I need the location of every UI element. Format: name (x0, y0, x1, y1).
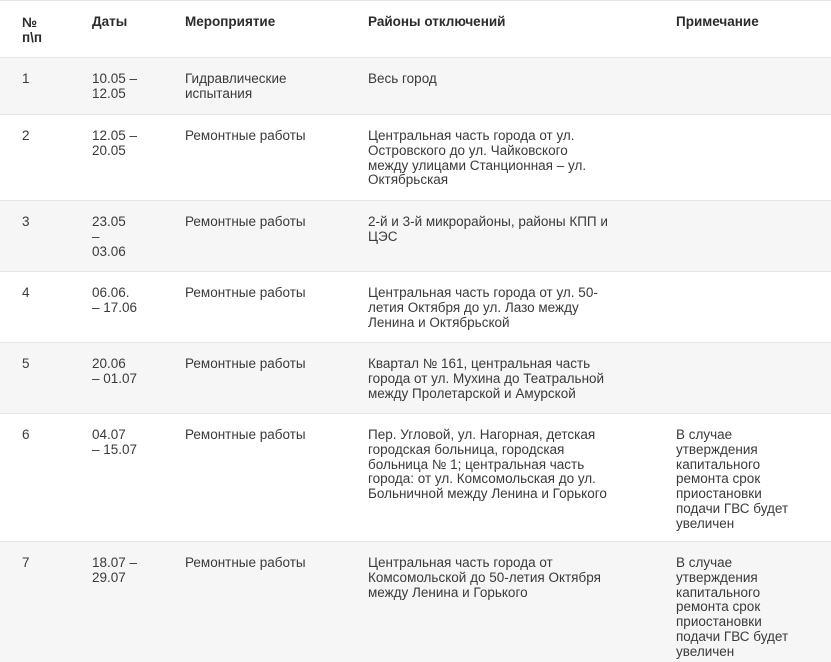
cell-dates: 23.05 – 03.06 (92, 214, 126, 259)
table-row (0, 271, 831, 342)
cell-note: В случае утверждения капитального ремонта срок приостановки подачи ГВС будет увеличен (676, 555, 789, 659)
cell-number: 7 (22, 555, 30, 570)
cell-districts: Пер. Угловой, ул. Нагорная, детская городская больница, городская больница № 1; центральная часть города: от ул. Комсомольская до ул. Больничной между Ленина и Горького (368, 427, 607, 502)
header-note: Примечание (676, 14, 759, 29)
cell-dates: 04.07 – 15.07 (92, 427, 138, 457)
header-dates: Даты (92, 14, 128, 29)
cell-number: 2 (22, 128, 30, 143)
cell-event: Ремонтные работы (185, 214, 306, 229)
cell-districts: Центральная часть города от ул. Островского до ул. Чайковского между улицами Станционная – ул. Октябрьская (368, 128, 587, 188)
header-number: № п\п (22, 15, 43, 45)
cell-event: Ремонтные работы (185, 356, 306, 371)
cell-dates: 18.07 – 29.07 (92, 555, 138, 585)
table-row (0, 114, 831, 200)
header-districts: Районы отключений (368, 14, 506, 29)
cell-number: 1 (22, 71, 30, 86)
cell-number: 4 (22, 285, 30, 300)
cell-event: Ремонтные работы (185, 555, 306, 570)
cell-event: Ремонтные работы (185, 128, 306, 143)
cell-dates: 12.05 – 20.05 (92, 128, 138, 158)
cell-number: 5 (22, 356, 30, 371)
cell-dates: 06.06. – 17.06 (92, 285, 138, 315)
table-row (0, 342, 831, 413)
cell-event: Гидравлические испытания (185, 71, 287, 101)
cell-dates: 10.05 – 12.05 (92, 71, 138, 101)
cell-districts: Центральная часть города от ул. 50- летия Октября до ул. Лазо между Ленина и Октябрьской (368, 285, 598, 330)
table-row (0, 200, 831, 271)
cell-event: Ремонтные работы (185, 427, 306, 442)
header-event: Мероприятие (185, 14, 276, 29)
cell-number: 6 (22, 427, 30, 442)
table-header (0, 0, 831, 57)
table-row (0, 413, 831, 541)
cell-districts: Весь город (368, 71, 437, 86)
cell-event: Ремонтные работы (185, 285, 306, 300)
cell-note: В случае утверждения капитального ремонта срок приостановки подачи ГВС будет увеличен (676, 427, 789, 531)
cell-districts: 2-й и 3-й микрорайоны, районы КПП и ЦЭС (368, 214, 608, 244)
cell-dates: 20.06 – 01.07 (92, 356, 138, 386)
cell-districts: Центральная часть города от Комсомольской до 50-летия Октября между Ленина и Горького (368, 555, 601, 600)
cell-districts: Квартал № 161, центральная часть города от ул. Мухина до Театральной между Пролетарской и Амурской (368, 356, 605, 401)
table-row (0, 57, 831, 114)
cell-number: 3 (22, 214, 30, 229)
table-row (0, 541, 831, 662)
